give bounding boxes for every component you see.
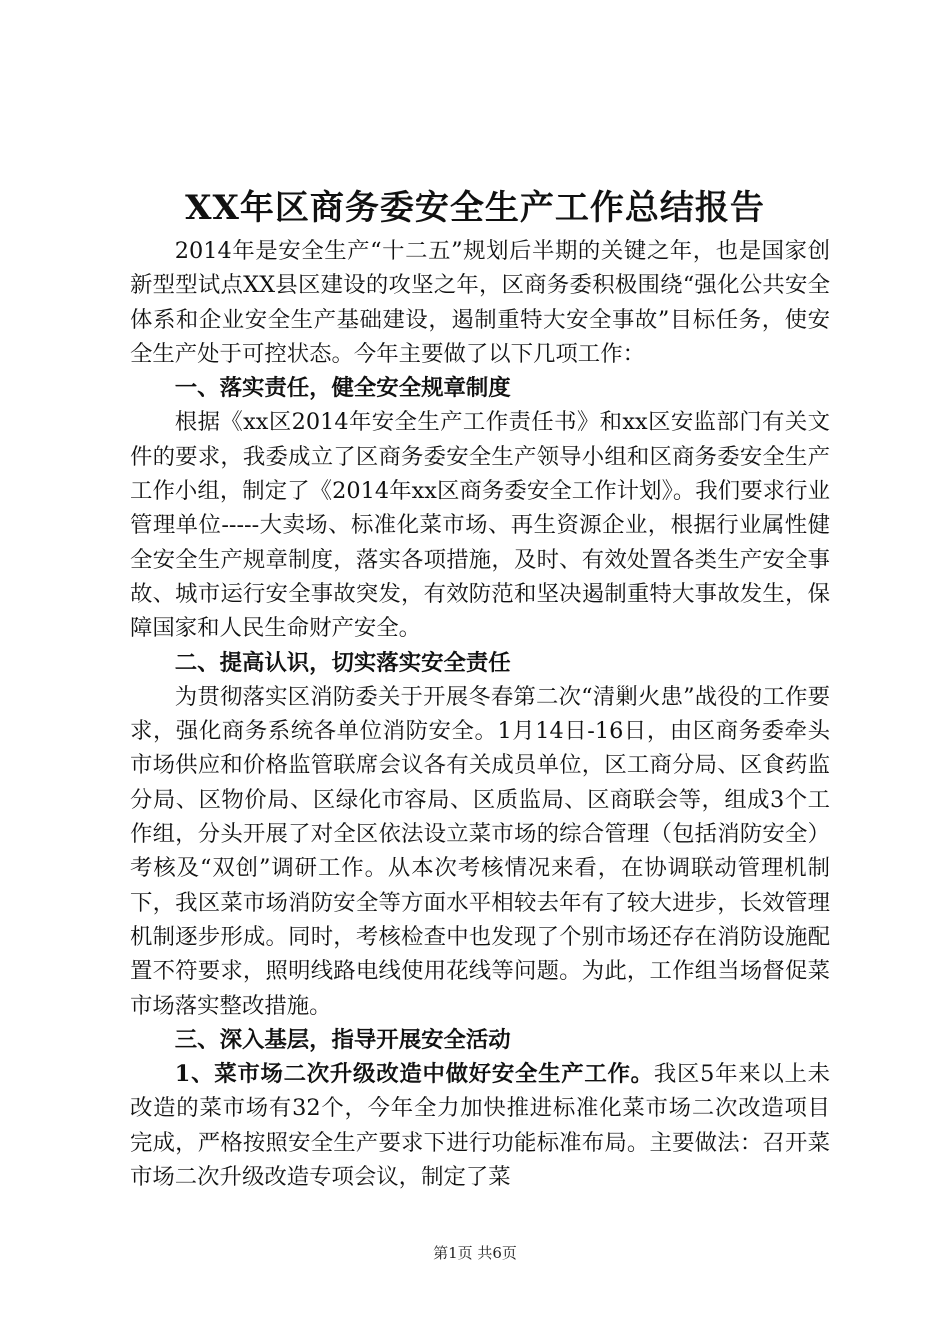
subsection-body: 我区5年来以上未改造的菜市场有32个，今年全力加快推进标准化菜市场二次改造项目完成，严格按照安全生产要求下进行功能标准布局。主要做法：召开菜市场二次升级改造专项会议，制定了菜 (130, 1061, 830, 1191)
section-paragraph-2: 为贯彻落实区消防委关于开展冬春第二次“清剿火患”战役的工作要求，强化商务系统各单位消防安全。1月14日-16日，由区商务委牵头市场供应和价格监管联席会议各有关成员单位，区工商分局、区食药监分局、区物价局、区绿化市容局、区质监局、区商联会等，组成3个工作组，分头开展了对全区依法设立菜市场的综合管理（包括消防安全）考核及“双创”调研工作。从本次考核情况来看，在协调联动管理机制下，我区菜市场消防安全等方面水平相较去年有了较大进步，长效管理机制逐步形成。同时，考核检查中也发现了个别市场还存在消防设施配置不符要求，照明线路电线使用花线等问题。为此，工作组当场督促菜市场落实整改措施。 (130, 683, 830, 1019)
section-paragraph-3 (130, 1057, 830, 1194)
section-heading-1: 一、落实责任，健全安全规章制度 (174, 375, 511, 402)
page-footer: 第1页 共6页 (433, 1244, 517, 1262)
section-paragraph-1: 根据《xx区2014年安全生产工作责任书》和xx区安监部门有关文件的要求，我委成立了区商务委安全生产领导小组和区商务委安全生产工作小组，制定了《2014年xx区商务委安全工作计划》。我们要求行业管理单位-----大卖场、标准化菜市场、再生资源企业，根据行业属性健全安全生产规章制度，落实各项措施，及时、有效处置各类生产安全事故、城市运行安全事故突发，有效防范和坚决遏制重特大事故发生，保障国家和人民生命财产安全。 (130, 409, 830, 642)
intro-paragraph: 2014年是安全生产“十二五”规划后半期的关键之年，也是国家创新型型试点XX县区建设的攻坚之年，区商务委积极围绕“强化公共安全体系和企业安全生产基础建设，遏制重特大安全事故”目标任务，使安全生产处于可控状态。今年主要做了以下几项工作： (130, 238, 830, 367)
section-heading-2: 二、提高认识，切实落实安全责任 (174, 649, 511, 676)
section-heading-3: 三、深入基层，指导开展安全活动 (174, 1026, 511, 1053)
document-title: XX年区商务委安全生产工作总结报告 (185, 188, 765, 228)
subsection-lead: 1、菜市场二次升级改造中做好安全生产工作。 (174, 1061, 654, 1088)
document-body (130, 234, 830, 1194)
